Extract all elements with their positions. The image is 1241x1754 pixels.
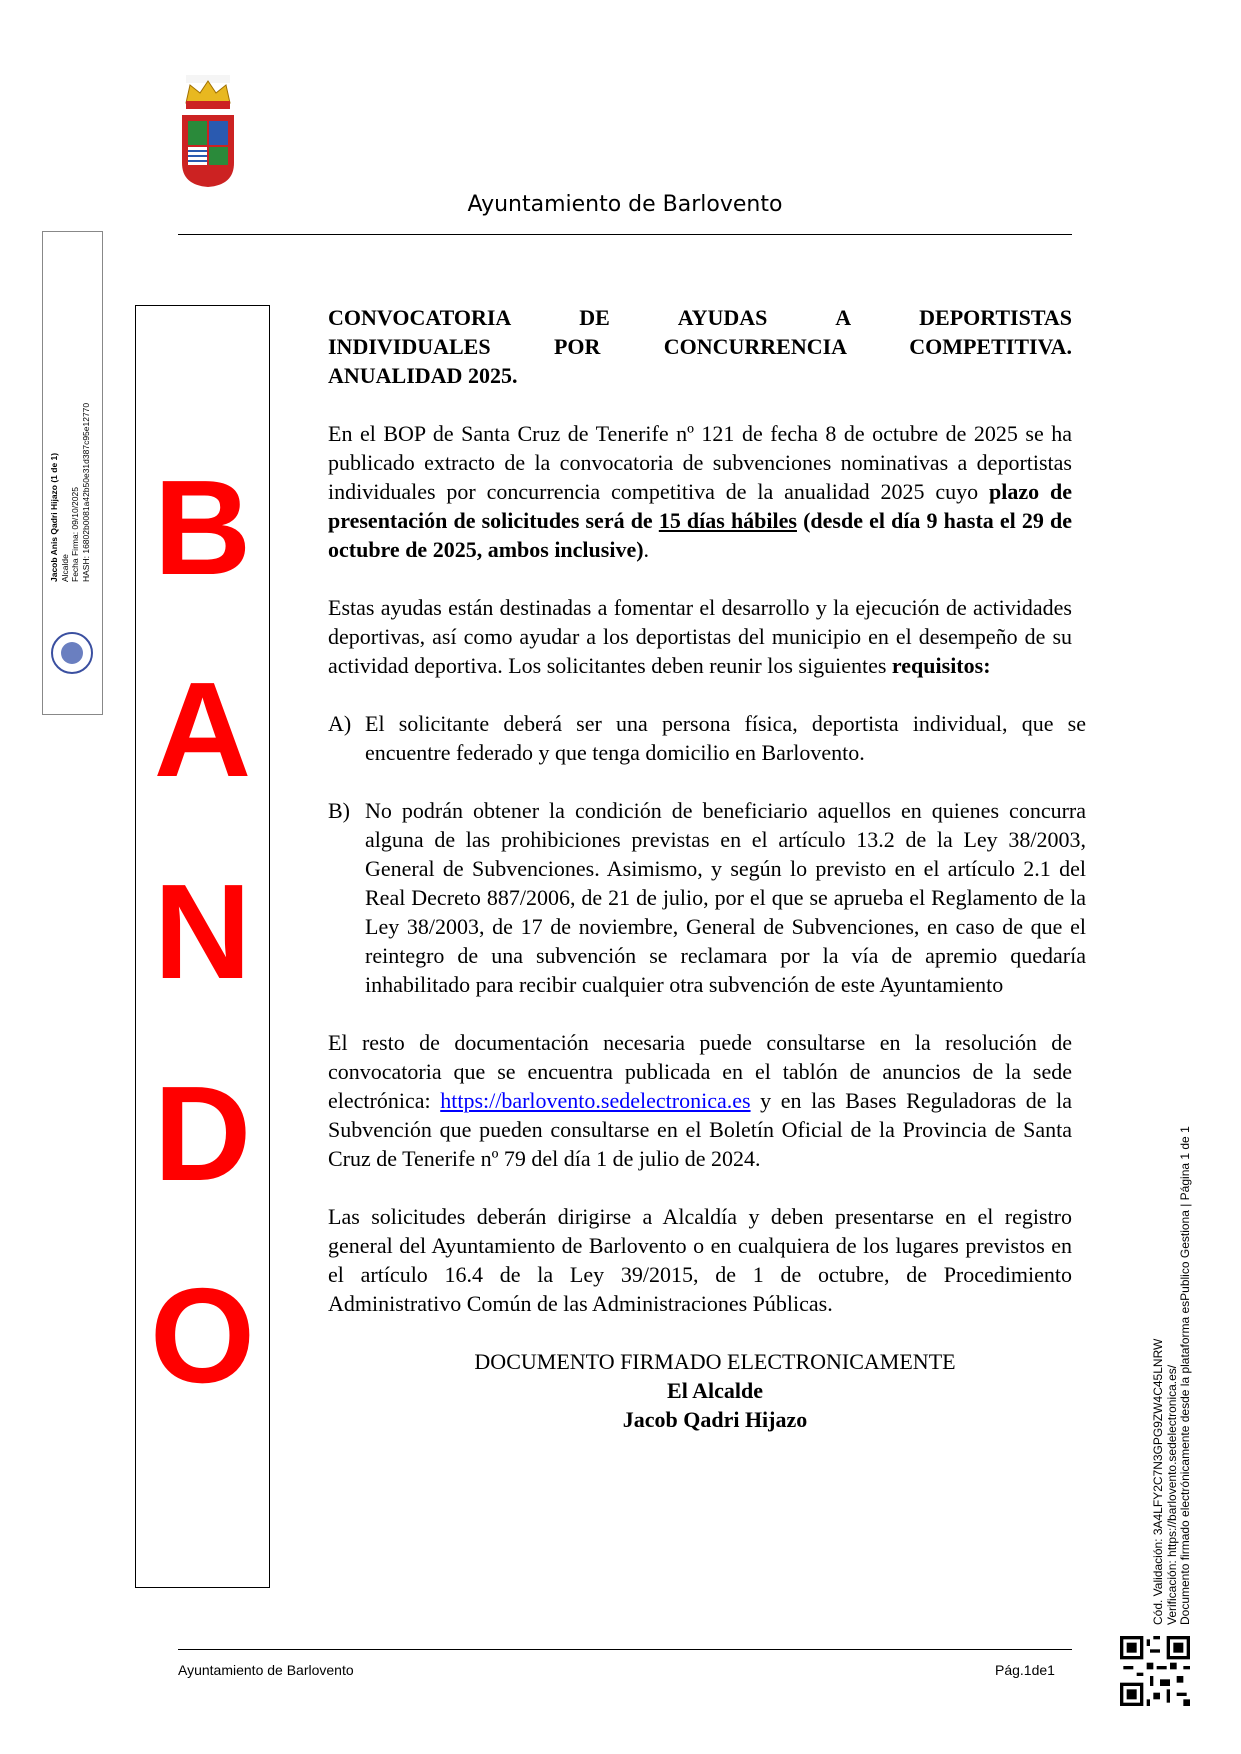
- title-line: INDIVIDUALES POR CONCURRENCIA COMPETITIVA.: [328, 334, 1072, 359]
- bando-banner: [135, 305, 270, 1588]
- bando-letter: B: [153, 451, 252, 603]
- paragraph-documentation: [328, 1028, 1072, 1173]
- paragraph-bop: [328, 419, 1072, 564]
- signature-stamp: [42, 231, 103, 715]
- qr-code-icon: [1120, 1636, 1190, 1706]
- signature-block: [358, 1347, 1072, 1434]
- paragraph-purpose: [328, 593, 1072, 680]
- list-text: El solicitante deberá ser una persona física, deportista individual, que se encuentre federado y que tenga domicilio en Barlovento.: [365, 711, 1086, 765]
- stamp-signer: Jacob Anis Qadri Hijazo (1 de 1): [49, 452, 59, 582]
- title-line: ANUALIDAD 2025.: [328, 363, 518, 388]
- text-underline: 15 días hábiles: [658, 508, 797, 533]
- platform-note: Documento firmado electrónicamente desde la plataforma esPublico Gestiona | Página 1 de 1: [1178, 1126, 1192, 1625]
- validation-code: Cód. Validación: 3A4LFY2C7N3GPG9ZW4C45LNRW: [1151, 1338, 1165, 1625]
- bando-letter: A: [153, 653, 252, 805]
- sede-link[interactable]: https://barlovento.sedelectronica.es: [440, 1088, 751, 1113]
- footer-page-number: Pág.1de1: [995, 1662, 1055, 1678]
- bando-letter: N: [153, 855, 252, 1007]
- footer-divider: [178, 1649, 1072, 1650]
- bando-letter: O: [149, 1260, 255, 1412]
- bando-letter: D: [153, 1058, 252, 1210]
- text-bold: (desde el día 9 hasta el 29 de octubre de 2025, ambos inclusive): [328, 508, 1072, 562]
- text: .: [643, 537, 650, 562]
- header-title: Ayuntamiento de Barlovento: [467, 192, 783, 217]
- text: El resto de documentación necesaria puede consultarse en la resolución de convocatoria que se encuentra publicada en el tablón de anuncios de la sede electrónica:: [328, 1030, 1072, 1113]
- document-title: [328, 303, 1072, 390]
- stamp-date: Fecha Firma: 09/10/2025: [70, 487, 80, 582]
- title-line: CONVOCATORIA DE AYUDAS A DEPORTISTAS: [328, 305, 1072, 330]
- list-text: No podrán obtener la condición de beneficiario aquellos en quienes concurra alguna de las prohibiciones previstas en el artículo 13.2 de la Ley 38/2003, General de Subvenciones. Asimismo, y según lo previsto en el artículo 2.1 del Real Decreto 887/2006, de 21 de julio, por el que se aprueba el Reglamento de la Ley 38/2003, de 17 de noviembre, General de Subvenciones, en caso de que el reintegro de una subvención se reclamara por la vía de apremio quedaría inhabilitado para recibir cualquier otra subvención de este Ayuntamiento: [365, 798, 1086, 997]
- list-label: B): [328, 798, 350, 823]
- text-bold: requisitos:: [891, 653, 991, 678]
- header-divider: [178, 234, 1072, 235]
- stamp-hash: HASH: 16802b0081a42b50e31d387c95e12770: [80, 402, 91, 582]
- footer-organization: Ayuntamiento de Barlovento: [178, 1662, 354, 1678]
- document-body: [328, 303, 1086, 1434]
- signature-name: Jacob Qadri Hijazo: [622, 1407, 808, 1432]
- stamp-role: Alcalde: [59, 554, 70, 582]
- text: En el BOP de Santa Cruz de Tenerife nº 121 de fecha 8 de octubre de 2025 se ha publicado extracto de la convocatoria de subvenciones nominativas a deportistas individuales por concurrencia competitiva de la anualidad 2025 cuyo: [328, 421, 1072, 504]
- signature-role: El Alcalde: [667, 1378, 763, 1403]
- verification-url: Verificación: https://barlovento.sedelectronica.es/: [1164, 1364, 1179, 1625]
- seal-icon: [51, 632, 93, 674]
- paragraph-submission: Las solicitudes deberán dirigirse a Alcaldía y deben presentarse en el registro general del Ayuntamiento de Barlovento o en cualquiera de los lugares previstos en el artículo 16.4 de la Ley 39/2015, de 1 de octubre, de Procedimiento Administrativo Común de las Administraciones Públicas.: [328, 1204, 1072, 1316]
- text: Estas ayudas están destinadas a fomentar el desarrollo y la ejecución de actividades deportivas, así como ayudar a los deportistas del municipio en el desempeño de su actividad deportiva. Los solicitantes deben reunir los siguientes: [328, 595, 1072, 678]
- verification-text: [1152, 1095, 1193, 1625]
- list-item: [328, 796, 1086, 999]
- list-item: [328, 709, 1086, 767]
- coat-of-arms-logo: [178, 73, 238, 190]
- text-bold: plazo de presentación de solicitudes será de: [328, 479, 1072, 533]
- stamp-text: [49, 322, 91, 582]
- list-label: A): [328, 711, 352, 736]
- signature-note: DOCUMENTO FIRMADO ELECTRONICAMENTE: [474, 1349, 956, 1374]
- text: y en las Bases Reguladoras de la Subvención que pueden consultarse en el Boletín Oficial de la Provincia de Santa Cruz de Tenerife nº 79 del día 1 de julio de 2024.: [328, 1088, 1072, 1171]
